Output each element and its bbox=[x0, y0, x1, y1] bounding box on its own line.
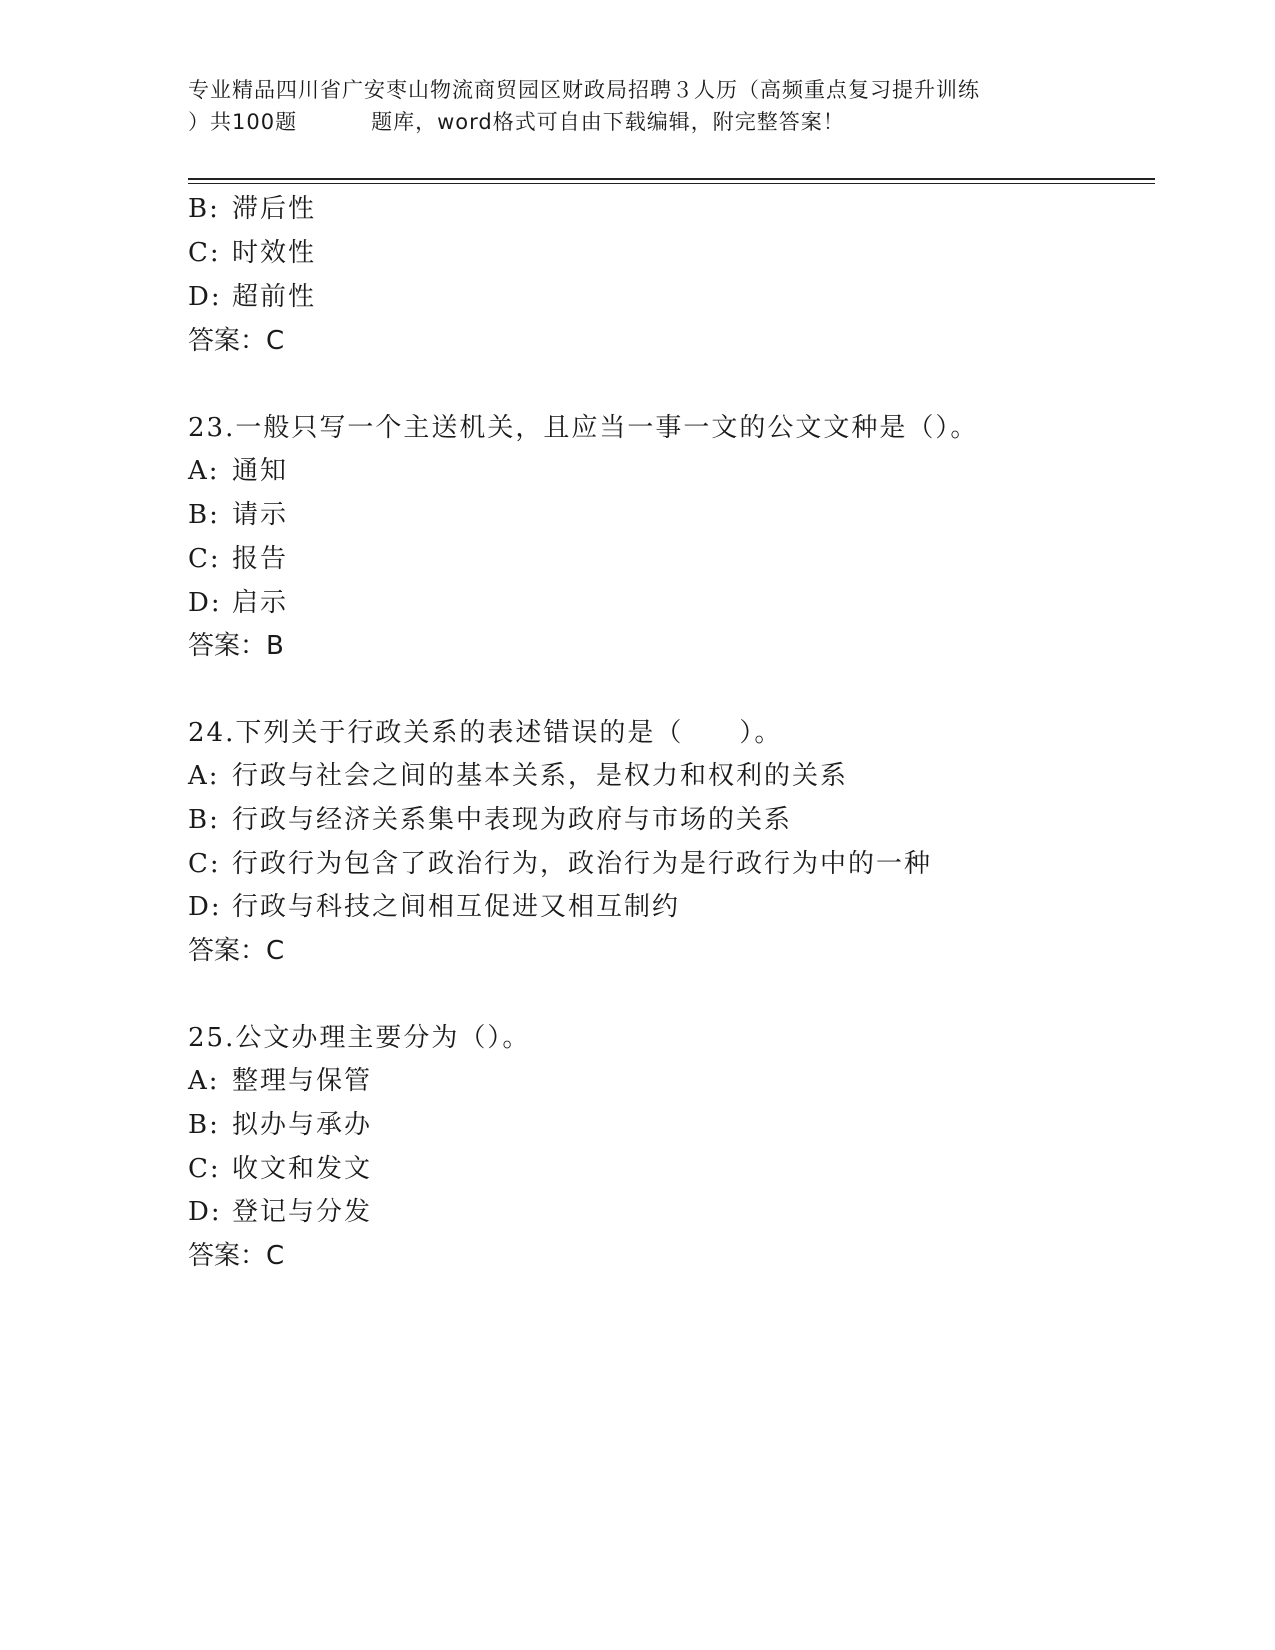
q25-option-c bbox=[188, 1148, 372, 1185]
q25-question: 25.公文办理主要分为（）。 bbox=[188, 1023, 531, 1053]
option-text: 通知 bbox=[232, 456, 289, 486]
option-text: 超前性 bbox=[232, 282, 317, 312]
q25-option-a bbox=[188, 1060, 372, 1097]
q23-option-d bbox=[188, 582, 288, 619]
option-text: 行政行为包含了政治行为，政治行为是行政行为中的一种 bbox=[232, 849, 933, 879]
header-rule-thick bbox=[188, 178, 1155, 180]
header-line-1: 专业精品四川省广安枣山物流商贸园区财政局招聘３人历（高频重点复习提升训练 bbox=[188, 78, 980, 102]
option-text: 拟办与承办 bbox=[232, 1110, 373, 1140]
q23-option-b bbox=[188, 494, 288, 531]
q25-option-d bbox=[188, 1191, 372, 1228]
option-text: 时效性 bbox=[232, 238, 317, 268]
q24-answer: 答案：C bbox=[188, 936, 285, 966]
option-text: 行政与经济关系集中表现为政府与市场的关系 bbox=[232, 805, 793, 835]
option-text: 登记与分发 bbox=[232, 1197, 373, 1227]
option-key: A: bbox=[188, 456, 220, 486]
option-key: D: bbox=[188, 588, 222, 618]
option-key: B: bbox=[188, 194, 220, 224]
option-key: C: bbox=[188, 238, 221, 268]
q22-answer: 答案：C bbox=[188, 326, 285, 356]
q25-answer: 答案：C bbox=[188, 1241, 285, 1271]
option-key: B: bbox=[188, 500, 220, 530]
option-key: D: bbox=[188, 892, 222, 922]
option-key: A: bbox=[188, 1066, 220, 1096]
q24-option-b bbox=[188, 799, 792, 836]
option-key: B: bbox=[188, 1110, 220, 1140]
q24-option-a bbox=[188, 755, 848, 792]
q22-option-b bbox=[188, 188, 316, 225]
option-text: 收文和发文 bbox=[232, 1154, 373, 1184]
q24-question: 24.下列关于行政关系的表述错误的是（ ）。 bbox=[188, 718, 783, 748]
q25-option-b bbox=[188, 1104, 372, 1141]
q22-option-c bbox=[188, 232, 316, 269]
option-text: 整理与保管 bbox=[232, 1066, 373, 1096]
option-text: 报告 bbox=[232, 544, 289, 574]
option-key: D: bbox=[188, 282, 222, 312]
option-key: A: bbox=[188, 761, 220, 791]
q22-option-d bbox=[188, 276, 316, 313]
option-text: 启示 bbox=[232, 588, 289, 618]
header-rule-thin bbox=[188, 183, 1155, 184]
option-key: C: bbox=[188, 1154, 221, 1184]
q24-option-c bbox=[188, 843, 932, 880]
option-key: D: bbox=[188, 1197, 222, 1227]
q23-question: 23.一般只写一个主送机关，且应当一事一文的公文文种是（）。 bbox=[188, 413, 979, 443]
option-key: C: bbox=[188, 849, 221, 879]
option-text: 滞后性 bbox=[232, 194, 317, 224]
header-line-2-part-a: ）共100题 bbox=[188, 110, 298, 134]
option-text: 请示 bbox=[232, 500, 289, 530]
option-key: C: bbox=[188, 544, 221, 574]
option-text: 行政与社会之间的基本关系，是权力和权利的关系 bbox=[232, 761, 849, 791]
q23-answer: 答案：B bbox=[188, 631, 284, 661]
q23-option-c bbox=[188, 538, 288, 575]
header-line-2 bbox=[188, 106, 1088, 138]
option-text: 行政与科技之间相互促进又相互制约 bbox=[232, 892, 681, 922]
header-line-2-part-b: 题库，word格式可自由下载编辑，附完整答案！ bbox=[371, 110, 845, 134]
q24-option-d bbox=[188, 886, 680, 923]
q23-option-a bbox=[188, 450, 288, 487]
option-key: B: bbox=[188, 805, 220, 835]
document-header bbox=[188, 74, 1088, 138]
